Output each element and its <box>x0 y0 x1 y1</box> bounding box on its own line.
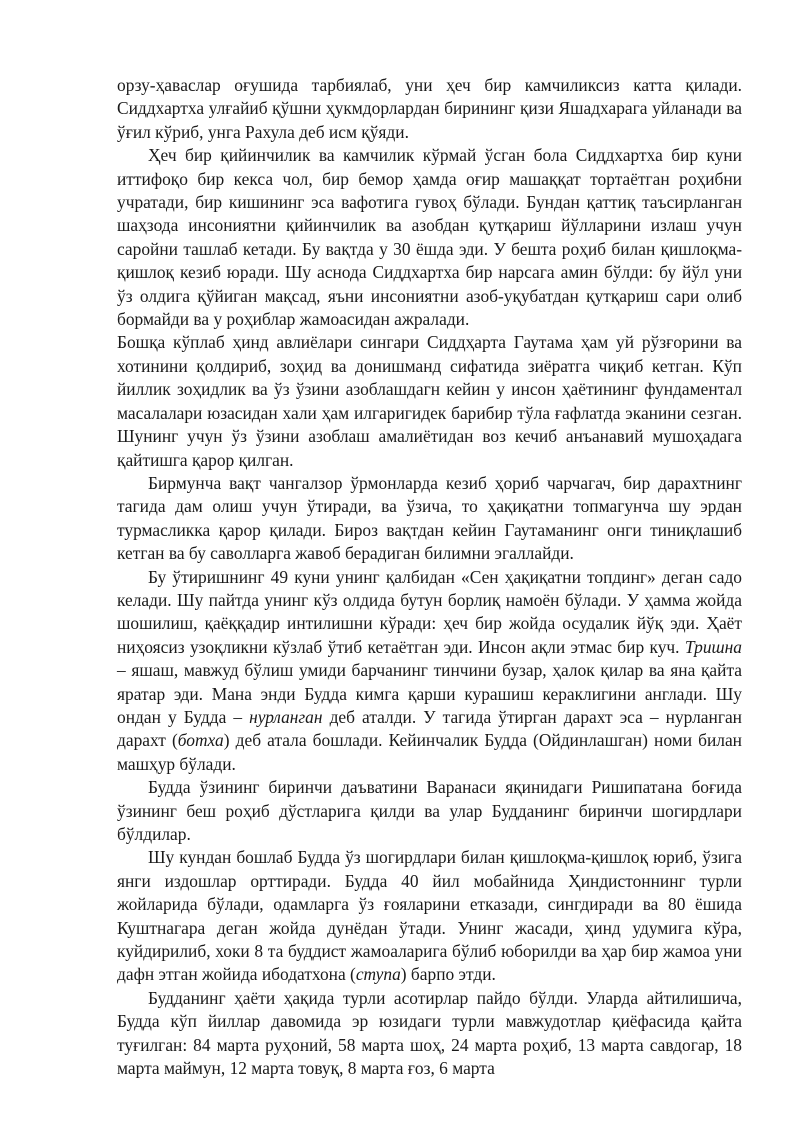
text-run: Шу кундан бошлаб Будда ўз шогирдлари билан қишлоқма-қишлоқ юриб, ўзига янги издошлар орттиради. Будда 40 йил мобайнида Ҳиндистоннинг турли жойларида бўлади, одамларга ўз ғояларини етказади, сингдиради ва 80 ёшида Куштнагара деган жойда дунёдан ўтади. Унинг жасади, ҳинд удумига кўра, куйдирилиб, хоки 8 та буддист жамоаларига бўлиб юборилди ва ҳар бир жамоа уни дафн этган жойида ибодатхона ( <box>117 847 742 985</box>
italic-term: ботха <box>177 730 224 751</box>
body-paragraph <box>117 776 742 846</box>
body-paragraph <box>117 472 742 566</box>
text-run: Будда ўзининг биринчи даъватини Варанаси яқинидаги Ришипатана боғида ўзининг беш роҳиб дўстларига қилди ва улар Будданинг биринчи шогирдлари бўлдилар. <box>117 777 742 844</box>
body-paragraph <box>117 846 742 986</box>
text-run: ) деб атала бошлади. Кейинчалик Будда (Ойдинлашган) номи билан машҳур бўлади. <box>117 730 742 774</box>
text-run: – яшаш, мавжуд бўлиш умиди барчанинг тинчини бузар, ҳалок қилар ва яна қайта яратар эди. Мана энди Будда кимга қарши курашиш кераклигини англади. Шу ондан у Будда – <box>117 660 742 727</box>
text-run: ) барпо этди. <box>400 964 496 985</box>
text-run: Ҳеч бир қийинчилик ва камчилик кўрмай ўсган бола Сиддхартха бир куни иттифоқо бир кекса чол, бир бемор ҳамда оғир машаққат тортаётган роҳибни учратади, бир кишининг эса вафотига гувоҳ бўлади. Бундан қаттиқ таъсирланган шаҳзода инсониятни қийинчилик ва азобдан қутқариш йўлларини излаш учун саройни ташлаб кетади. Бу вақтда у 30 ёшда эди. У бешта роҳиб билан қишлоқма-қишлоқ кезиб юради. Шу аснода Сиддхартха бир нарсага амин бўлди: бу йўл уни ўз олдига қўйиган мақсад, яъни инсониятни азоб-уқубатдан қутқариш сари олиб бормайди ва у роҳиблар жамоасидан ажралади. <box>117 145 742 330</box>
text-run: Будданинг ҳаёти ҳақида турли асотирлар пайдо бўлди. Уларда айтилишича, Будда кўп йиллар давомида эр юзидаги турли мавжудотлар қиёфасида қайта туғилган: 84 марта руҳоний, 58 марта шоҳ, 24 марта роҳиб, 13 марта савдогар, 18 марта маймун, 12 марта товуқ, 8 марта ғоз, 6 марта <box>117 987 742 1079</box>
body-paragraph <box>117 74 742 144</box>
body-paragraph <box>117 331 742 471</box>
body-paragraph <box>117 144 742 331</box>
text-run: орзу-ҳавaслар оғушида тарбиялаб, уни ҳеч бир камчиликсиз катта қилади. Сиддхартха улғайиб қўшни ҳукмдорлардан бирининг қизи Яшадхарага уйланади ва ўғил кўриб, унга Рахула деб исм қўяди. <box>117 75 742 142</box>
document-page <box>117 74 742 1080</box>
body-paragraph <box>117 566 742 777</box>
body-paragraph <box>117 987 742 1081</box>
text-run: Бирмунча вақт чангалзор ўрмонларда кезиб ҳориб чарчагач, бир дарахтнинг тагида дам олиш учун ўтиради, ва ўзича, то ҳақиқатни топмагунча шу эрдан турмасликка қарор қилади. Бироз вақтдан кейин Гаутаманинг онги тиниқлашиб кетган ва бу саволларга жавоб берадиган билимни эгаллайди. <box>117 472 742 564</box>
text-run: Бу ўтиришнинг 49 куни унинг қалбидан «Сен ҳақиқатни топдинг» деган садо келади. Шу пайтда унинг кўз олдида бутун борлиқ намоён бўлади. У ҳамма жойда шошилиш, қаёққадир интилишни кўради: ҳеч бир жойда осудалик йўқ эди. Ҳаёт ниҳоясиз узоқликни кўзлаб ўтиб кетаётган эди. Инсон ақли этмас бир куч. <box>117 566 742 657</box>
italic-term: Тришна <box>684 636 742 657</box>
text-run: Бошқа кўплаб ҳинд авлиёлари сингари Сиддҳарта Гаутама ҳам уй рўзғорини ва хотинини қолдириб, зоҳид ва донишманд сифатида зиёратга чиқиб кетган. Кўп йиллик зоҳидлик ва ўз ўзини азоблашдагн кейин у инсон ҳаётининг фундаментал масалалари юзасидан хали ҳам илгаригидек барибир тўла ғафлатда эканини сезган. Шунинг учун ўз ўзини азоблаш амалиётидан воз кечиб анъанавий мушоҳадага қайтишга қарор қилган. <box>117 332 742 470</box>
text-run: деб аталди. У тагида ўтирган дарахт эса – нурланган дарахт ( <box>117 706 742 751</box>
italic-term: ступа <box>355 964 401 985</box>
italic-term: нурланган <box>249 706 323 727</box>
